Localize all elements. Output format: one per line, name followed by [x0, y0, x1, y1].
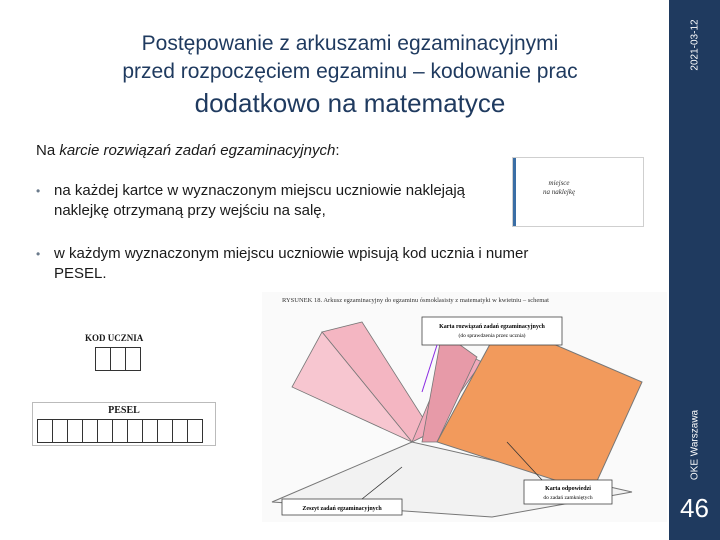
bullet-item — [36, 244, 536, 284]
title-line-2: przed rozpoczęciem egzaminu – kodowanie prac — [122, 60, 578, 83]
bullet-dot-icon: • — [36, 247, 41, 261]
sticker-placeholder-image — [512, 157, 644, 227]
title-line-1: Postępowanie z arkuszami egzaminacyjnymi — [141, 32, 559, 55]
pesel-label: PESEL — [108, 405, 140, 416]
booklet-label: Zeszyt zadań egzaminacyjnych — [302, 506, 382, 512]
intro-suffix: : — [335, 142, 340, 159]
bullet-item — [36, 181, 496, 221]
intro-prefix: Na — [36, 142, 60, 159]
title-line-3: dodatkowo na matematyce — [194, 88, 506, 118]
intro-emphasis: karcie rozwiązań zadań egzaminacyjnych — [59, 142, 336, 159]
sticker-line-2: na naklejkę — [543, 188, 576, 196]
exam-booklet-diagram — [262, 292, 667, 522]
card1-label: Karta rozwiązań zadań egzaminacyjnych — [439, 324, 545, 330]
card1-sublabel: (do sprawdzenia przez ucznia) — [458, 333, 526, 339]
bullet-text: na każdej kartce w wyznaczonym miejscu uczniowie naklejają naklejkę otrzymaną przy wejściu na salę, — [54, 182, 466, 219]
sticker-label — [543, 179, 575, 197]
card2-label: Karta odpowiedzi — [545, 486, 591, 492]
pesel-box — [32, 402, 216, 446]
date-label: 2021-03-12 — [689, 19, 701, 71]
diagram-caption: RYSUNEK 18. Arkusz egzaminacyjny do egzaminu ósmoklasisty z matematyki w kwietniu – schemat — [282, 297, 549, 304]
slide-title — [40, 30, 660, 120]
page-number: 46 — [680, 493, 709, 523]
org-label: OKE Warszawa — [689, 409, 701, 481]
student-code-label: KOD UCZNIA — [85, 333, 144, 343]
bullet-dot-icon: • — [36, 184, 41, 198]
card2-sublabel: do zadań zamkniętych — [543, 495, 593, 501]
intro-text — [36, 142, 340, 159]
student-code-box — [85, 333, 155, 373]
sticker-edge — [513, 158, 516, 226]
card1-label-box — [422, 317, 562, 345]
pesel-cells — [37, 419, 215, 443]
student-code-cells — [95, 347, 155, 371]
bullet-text: w każdym wyznaczonym miejscu uczniowie wpisują kod ucznia i numer PESEL. — [54, 245, 529, 282]
sticker-line-1: miejsce — [548, 179, 570, 187]
